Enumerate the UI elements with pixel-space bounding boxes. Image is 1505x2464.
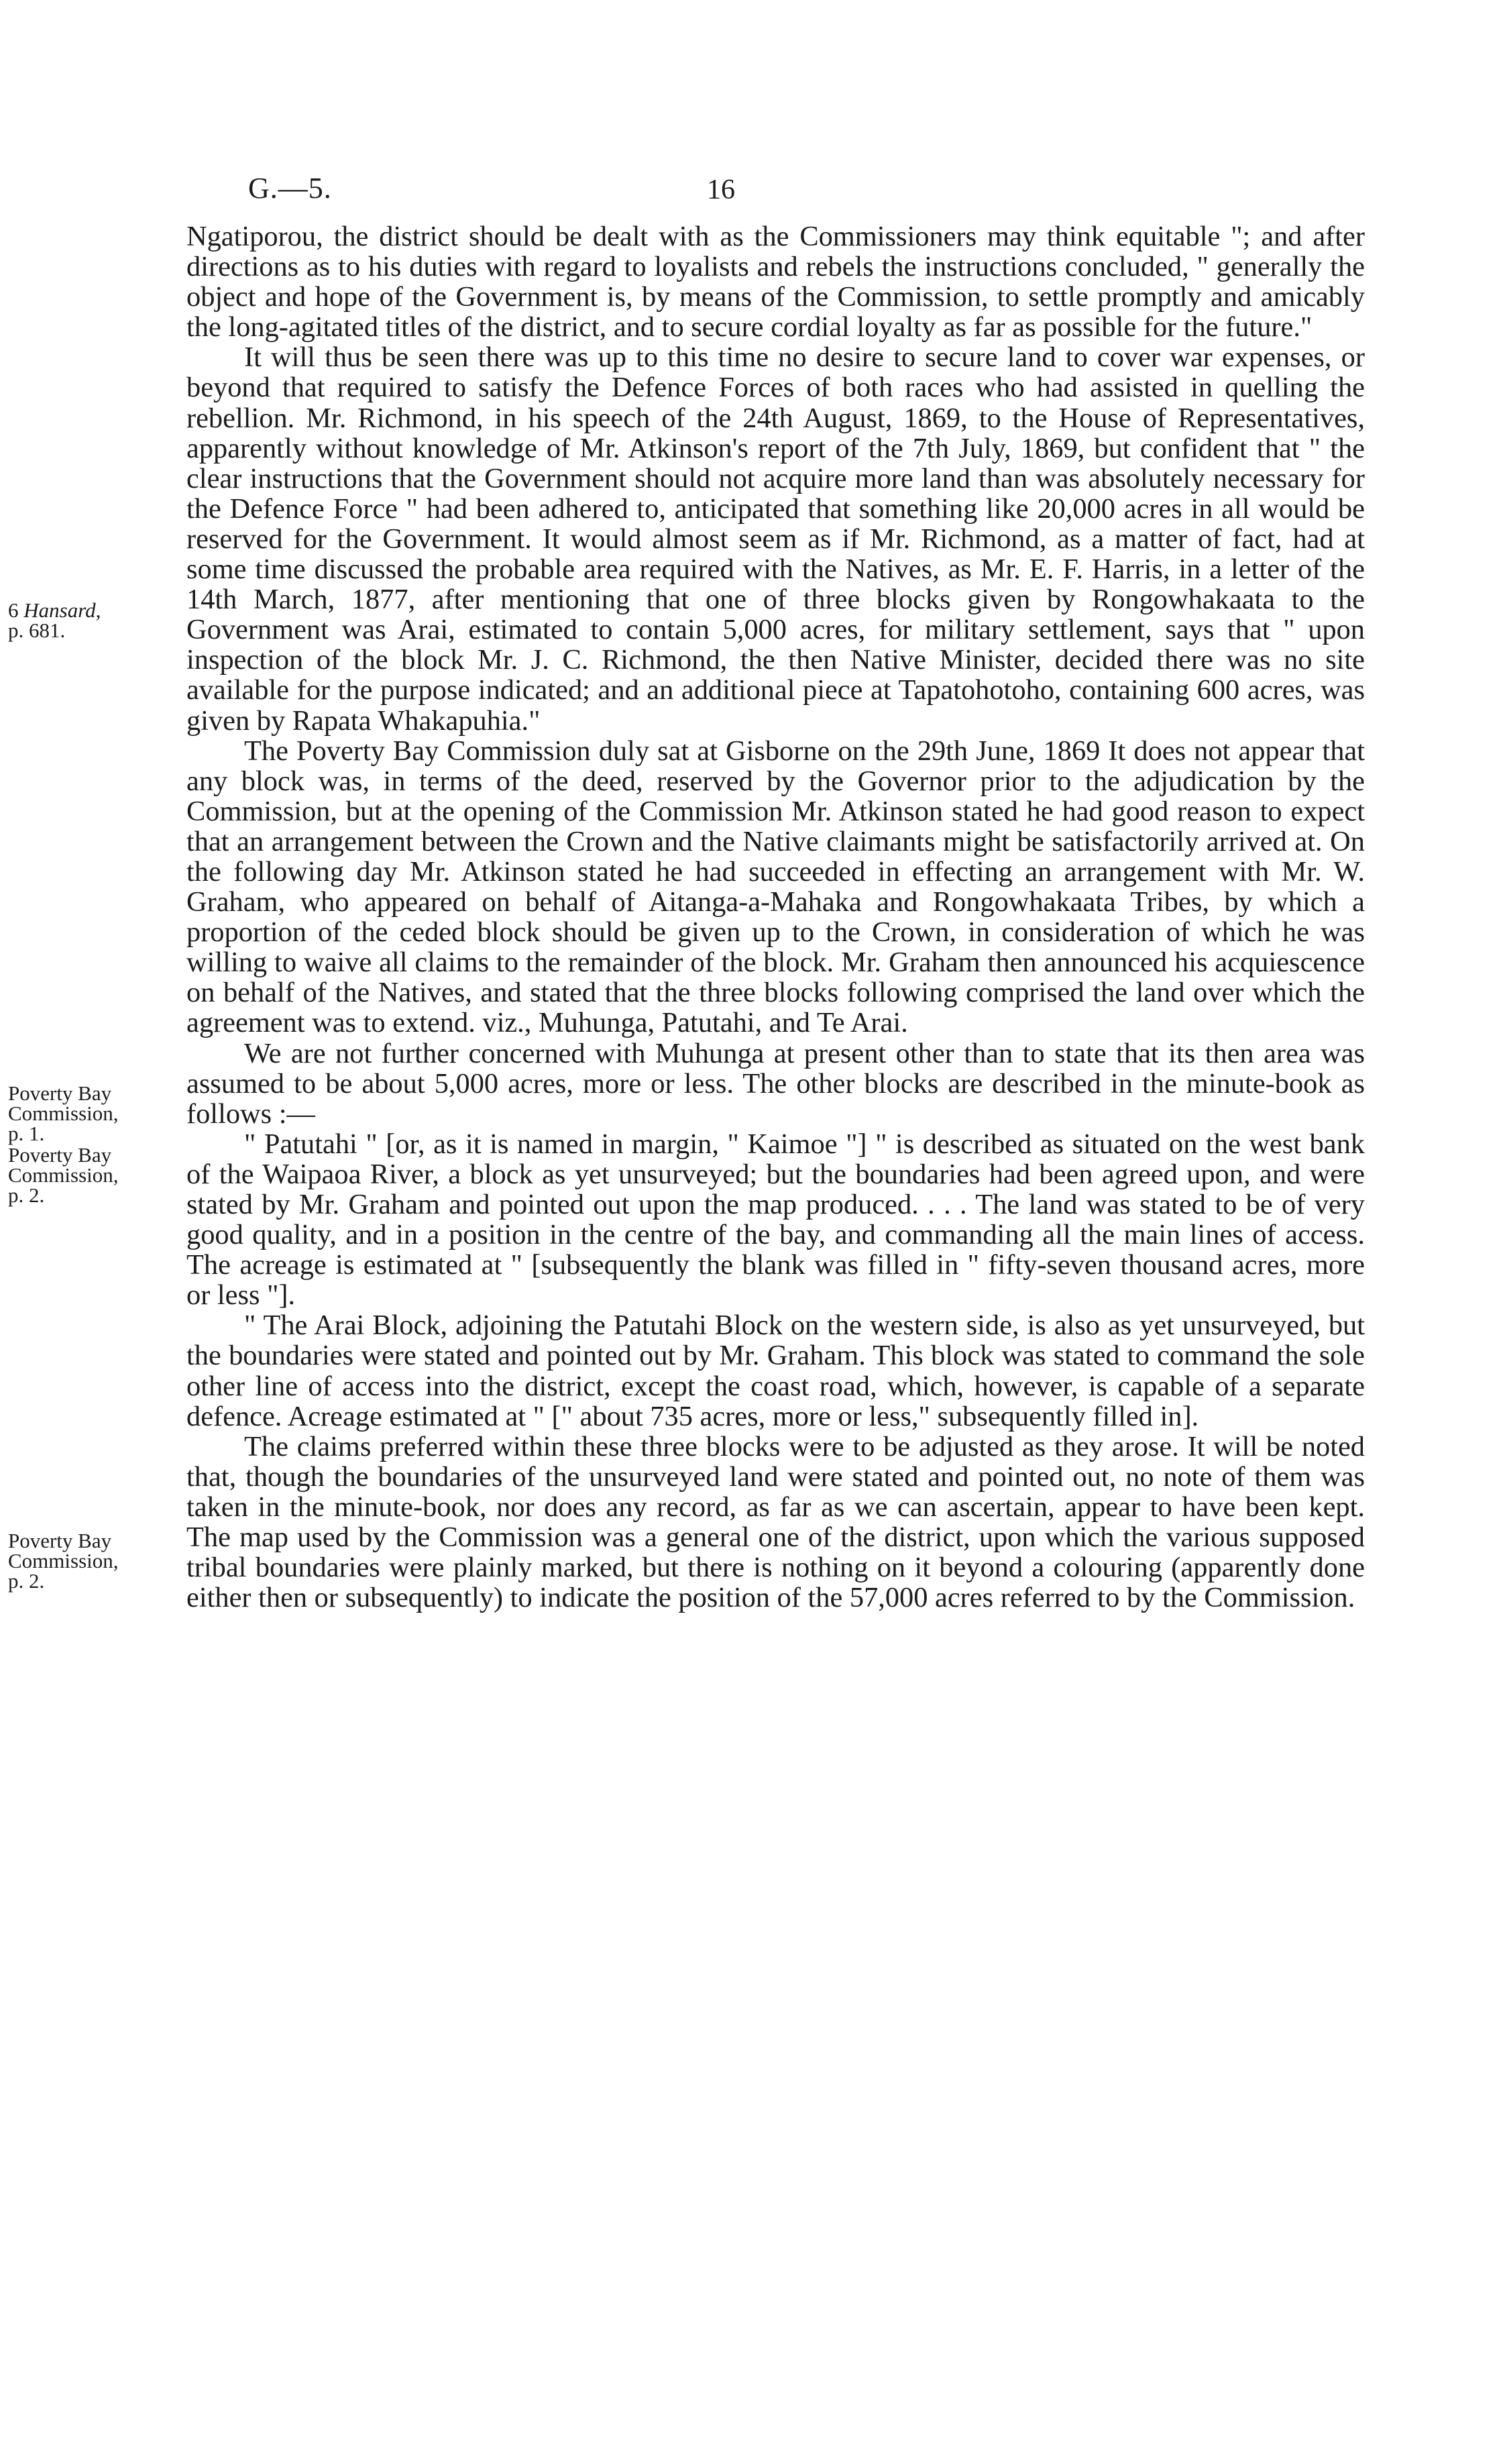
margin-note-line: p. 2. — [8, 1183, 45, 1207]
margin-note-commission-p2-second — [8, 1531, 176, 1591]
page-header — [248, 171, 1365, 218]
margin-note-line: Commission, — [8, 1549, 119, 1572]
margin-note-line: 6 — [8, 598, 24, 622]
margin-note-hansard — [8, 600, 176, 641]
margin-note-commission-p2 — [8, 1145, 176, 1206]
paragraph-defence-forces: It will thus be seen there was up to this time no desire to secure land to cover war expenses, or beyond that required to satisfy the Defence Forces of both races who had assisted in quelling the rebellion. Mr. Richmond, in his speech of the 24th August, 1869, to the House of Representatives, apparently without knowledge of Mr. Atkinson's report of the 7th July, 1869, but confident that " the clear instructions that the Government should not acquire more land than was absolutely necessary for the Defence Force " had been adhered to, anticipated that something like 20,000 acres in all would be reserved for the Government. It would almost seem as if Mr. Richmond, as a matter of fact, had at some time discussed the probable area required with the Natives, as Mr. E. F. Harris, in a letter of the 14th March, 1877, after mentioning that one of three blocks given by Rongowhakaata to the Government was Arai, estimated to contain 5,000 acres, for military settlement, says that " upon inspection of the block Mr. J. C. Richmond, the then Native Minister, decided there was no site available for the purpose indicated; and an additional piece at Tapatohotoho, containing 600 acres, was given by Rapata Whakapuhia." — [186, 341, 1365, 737]
margin-note-line: Poverty Bay — [8, 1081, 112, 1105]
paragraph-arai-block: " The Arai Block, adjoining the Patutahi Block on the western side, is also as yet unsurveyed, but the boundaries were stated and pointed out by Mr. Graham. This block was stated to command the sole other line of access into the district, except the coast road, which, however, is capable of a separate defence. Acreage estimated at " [" about 735 acres, more or less," subsequently filled in]. — [186, 1309, 1365, 1432]
page-number: 16 — [707, 174, 735, 205]
margin-note-line: p. 2. — [8, 1569, 45, 1593]
margin-note-line: p. 681. — [8, 619, 66, 642]
paragraph-muhunga: We are not further concerned with Muhunga at present other than to state that its then area was assumed to be about 5,000 acres, more or less. The other blocks are described in the minute-book as follows :— — [186, 1037, 1365, 1130]
paragraph-continuation: Ngatiporou, the district should be dealt with as the Commissioners may think equitable "; and after directions as to his duties with regard to loyalists and rebels the instructions concluded, " generally the object and hope of the Government is, by means of the Commission, to settle promptly and amicably the long-agitated titles of the district, and to secure cordial loyalty as far as possible for the future." — [186, 221, 1365, 343]
margin-note-line: Commission, — [8, 1163, 119, 1187]
paragraph-commission-sitting: The Poverty Bay Commission duly sat at Gisborne on the 29th June, 1869 It does not appear that any block was, in terms of the deed, reserved by the Governor prior to the adjudication by the Commission, but at the opening of the Commission Mr. Atkinson stated he had good reason to expect that an arrangement between the Crown and the Native claimants might be satisfactorily arrived at. On the following day Mr. Atkinson stated he had succeeded in effecting an arrangement with Mr. W. Graham, who appeared on behalf of Aitanga-a-Mahaka and Rongowhakaata Tribes, by which a proportion of the ceded block should be given up to the Crown, in consideration of which he was willing to waive all claims to the remainder of the block. Mr. Graham then announced his acquiescence on behalf of the Natives, and stated that the three blocks following comprised the land over which the agreement was to extend. viz., Muhunga, Patutahi, and Te Arai. — [186, 735, 1365, 1039]
body-text — [186, 221, 1365, 2415]
margin-note-line: Poverty Bay — [8, 1143, 112, 1167]
margin-note-line: Commission, — [8, 1102, 119, 1125]
paragraph-claims: The claims preferred within these three blocks were to be adjusted as they arose. It will be noted that, though the boundaries of the unsurveyed land were stated and pointed out, no note of them was taken in the minute-book, nor does any record, as far as we can ascertain, appear to have been kept. The map used by the Commission was a general one of the district, upon which the various supposed tribal boundaries were plainly marked, but there is nothing on it beyond a colouring (apparently done either then or subsequently) to indicate the position of the 57,000 acres referred to by the Commission. — [186, 1430, 1365, 1614]
paragraph-patutahi: " Patutahi " [or, as it is named in margin, " Kaimoe "] " is described as situated on the west bank of the Waipaoa River, a block as yet unsurveyed; but the boundaries had been agreed upon, and were stated by Mr. Graham and pointed out upon the map produced. . . . The land was stated to be of very good quality, and in a position in the centre of the bay, and commanding all the main lines of access. The acreage is estimated at " [subsequently the blank was filled in " fifty-seven thousand acres, more or less "]. — [186, 1128, 1365, 1311]
margin-note-line: Poverty Bay — [8, 1529, 112, 1552]
margin-note-italic: Hansard, — [23, 598, 101, 622]
margin-note-commission-p1 — [8, 1083, 176, 1144]
document-reference: G.—5. — [248, 172, 332, 205]
margin-note-line: p. 1. — [8, 1122, 45, 1145]
